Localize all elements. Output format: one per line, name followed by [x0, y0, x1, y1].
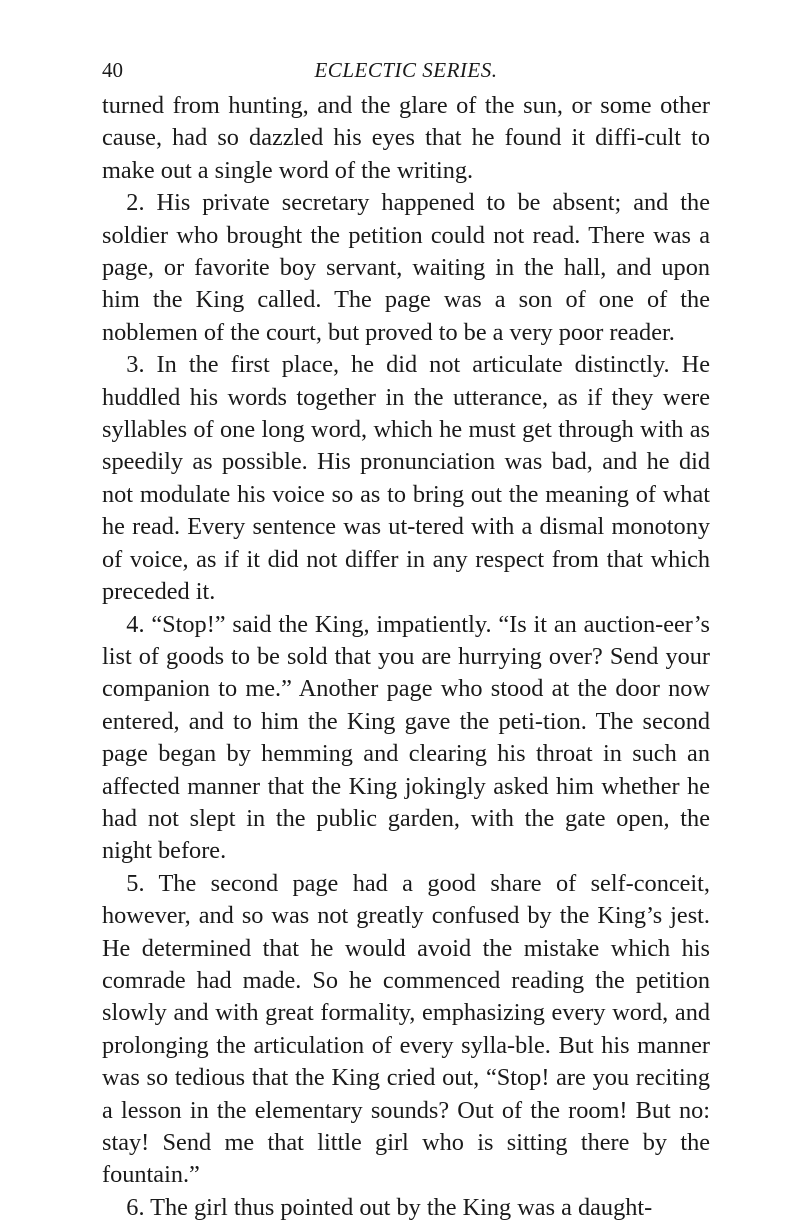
- body-text: [102, 90, 710, 1224]
- paragraph-5: 5. The second page had a good share of self-conceit, however, and so was not greatly confused by the King’s jest. He determined that he would avoid the mistake which his comrade had made. So he commenced reading the petition slowly and with great formality, emphasizing every word, and prolonging the articulation of every sylla-ble. But his manner was so tedious that the King cried out, “Stop! are you reciting a lesson in the elementary sounds? Out of the room! But no: stay! Send me that little girl who is sitting there by the fountain.”: [102, 869, 710, 1189]
- paragraph-4: 4. “Stop!” said the King, impatiently. “Is it an auction-eer’s list of goods to be sold that you are hurrying over? Send your companion to me.” Another page who stood at the door now entered, and to him the King gave the peti-tion. The second page began by hemming and clearing his throat in such an affected manner that the King jokingly asked him whether he had not slept in the public garden, with the gate open, the night before.: [102, 610, 710, 865]
- paragraph-continued: turned from hunting, and the glare of the sun, or some other cause, had so dazzled his eyes that he found it diffi-cult to make out a single word of the writing.: [102, 92, 710, 184]
- book-page: [102, 50, 710, 1224]
- running-head: [102, 50, 710, 90]
- paragraph-2: 2. His private secretary happened to be absent; and the soldier who brought the petition could not read. There was a page, or favorite boy servant, waiting in the hall, and upon him the King called. The page was a son of one of the noblemen of the court, but proved to be a very poor reader.: [102, 189, 710, 346]
- page-number: 40: [102, 58, 123, 82]
- paragraph-6: 6. The girl thus pointed out by the King was a daught-: [126, 1193, 653, 1221]
- series-title: ECLECTIC SERIES.: [314, 58, 498, 82]
- paragraph-3: 3. In the first place, he did not articulate distinctly. He huddled his words together in the utterance, as if they were syllables of one long word, which he must get through with as speedily as possible. His pronunciation was bad, and he did not modulate his voice so as to bring out the meaning of what he read. Every sentence was ut-tered with a dismal monotony of voice, as if it did not differ in any respect from that which preceded it.: [102, 351, 710, 606]
